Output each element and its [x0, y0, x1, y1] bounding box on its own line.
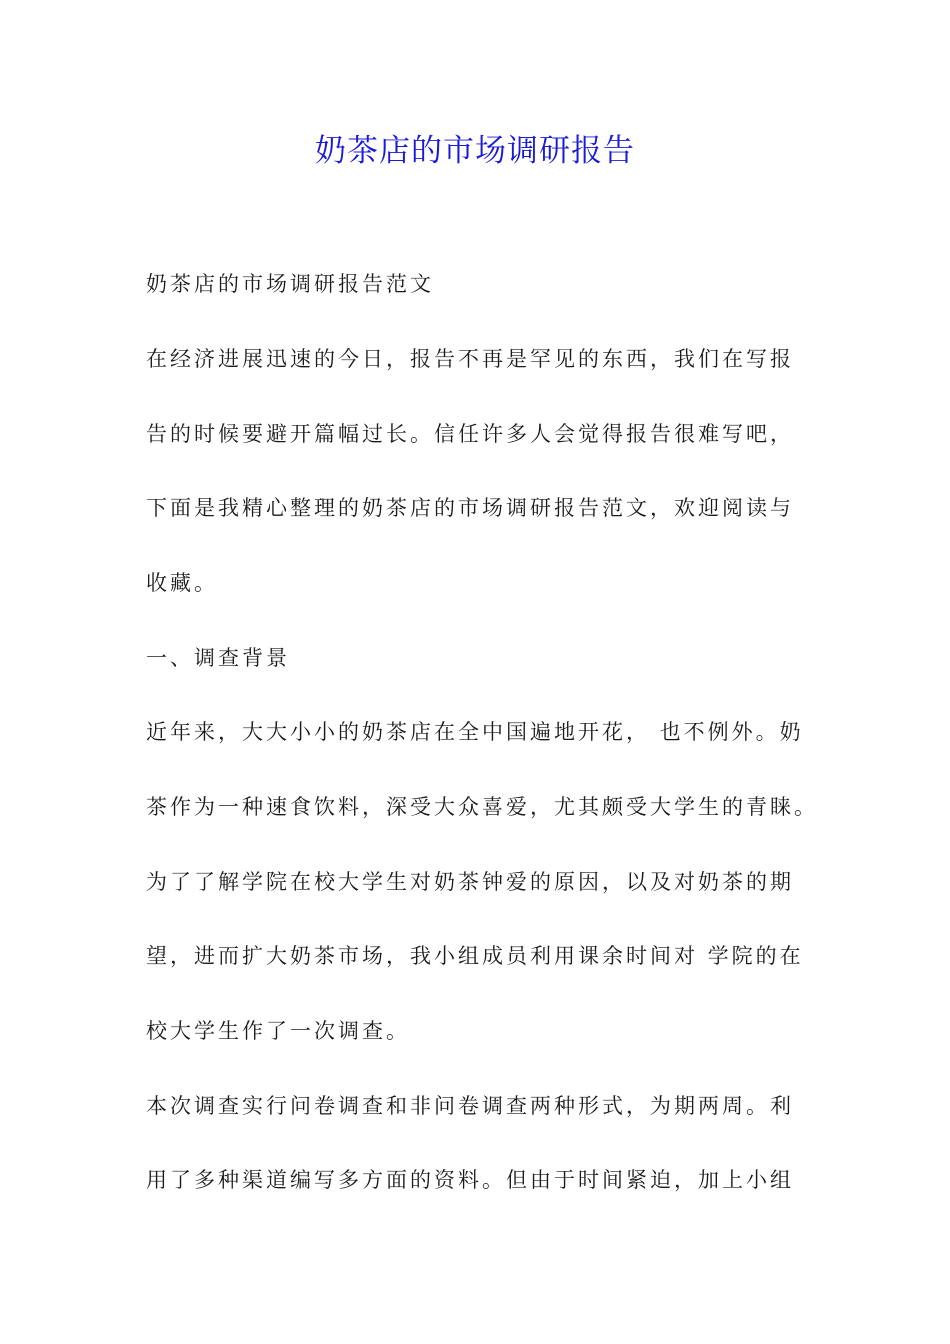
paragraph-line: 本次调查实行问卷调查和非问卷调查两种形式，为期两周。利	[146, 1094, 794, 1118]
subtitle-line: 奶茶店的市场调研报告范文	[146, 272, 434, 296]
paragraph-line: 收藏。	[146, 571, 218, 595]
paragraph-line: 在经济进展迅速的今日，报告不再是罕见的东西，我们在写报	[146, 347, 794, 371]
paragraph-line: 望，进而扩大奶茶市场，我小组成员利用课余时间对 学院的在	[146, 944, 804, 968]
paragraph-line: 用了多种渠道编写多方面的资料。但由于时间紧迫，加上小组	[146, 1168, 794, 1192]
paragraph-line: 近年来，大大小小的奶茶店在全中国遍地开花， 也不例外。奶	[146, 720, 804, 744]
paragraph-line: 为了了解学院在校大学生对奶茶钟爱的原因，以及对奶茶的期	[146, 870, 794, 894]
paragraph-line: 校大学生作了一次调查。	[146, 1019, 410, 1043]
paragraph-line: 下面是我精心整理的奶茶店的市场调研报告范文，欢迎阅读与	[146, 496, 794, 520]
document-title: 奶茶店的市场调研报告	[315, 133, 635, 169]
section-heading: 一、调查背景	[146, 646, 290, 670]
paragraph-line: 告的时候要避开篇幅过长。信任许多人会觉得报告很难写吧，	[146, 422, 794, 446]
paragraph-line: 茶作为一种速食饮料，深受大众喜爱，尤其颇受大学生的青睐。	[146, 795, 818, 819]
